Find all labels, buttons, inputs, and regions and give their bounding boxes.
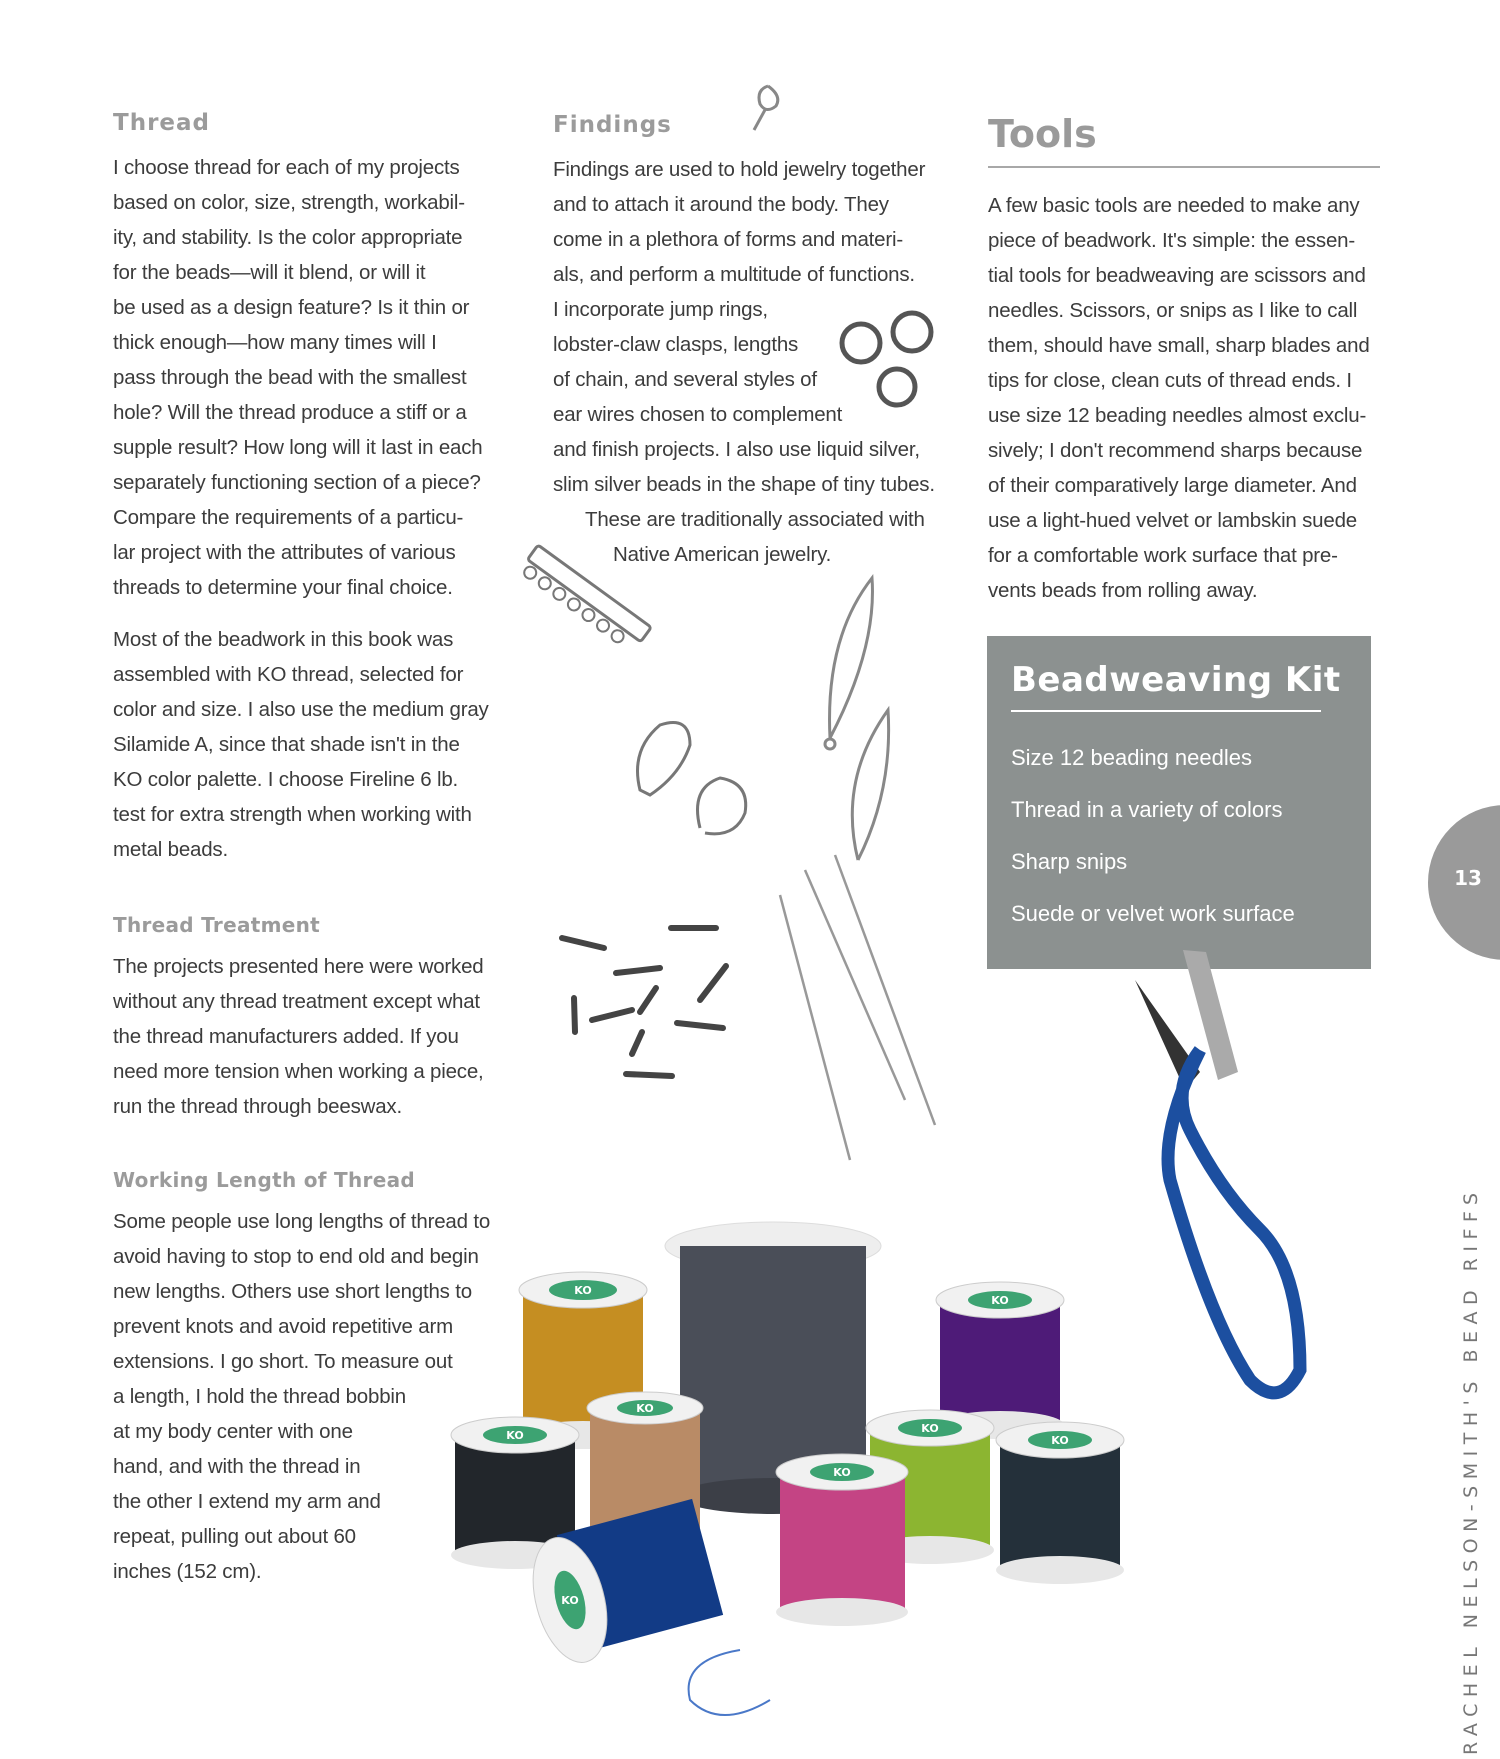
text-line: sively; I don't recommend sharps because: [988, 439, 1363, 462]
text-line: prevent knots and avoid repetitive arm: [113, 1315, 453, 1338]
snips-icon: [1135, 950, 1300, 1393]
text-line: them, should have small, sharp blades and: [988, 334, 1370, 357]
text-line: for the beads—will it blend, or will it: [113, 261, 426, 284]
text-line: hole? Will the thread produce a stiff or a: [113, 401, 467, 424]
spool-label: KO: [561, 1594, 579, 1607]
beading-needles-icon: [780, 855, 935, 1160]
spool-label: KO: [833, 1466, 851, 1479]
thread-heading: Thread: [113, 110, 210, 136]
lobster-clasp-icon: [754, 86, 778, 130]
text-line: ity, and stability. Is the color appropriate: [113, 226, 463, 249]
text-line: the other I extend my arm and: [113, 1490, 381, 1513]
text-line: extensions. I go short. To measure out: [113, 1350, 453, 1373]
kit-item: Size 12 beading needles: [1011, 745, 1252, 770]
text-line: pass through the bead with the smallest: [113, 366, 467, 389]
text-line: thick enough—how many times will I: [113, 331, 437, 354]
text-line: avoid having to stop to end old and begin: [113, 1245, 479, 1268]
spool-label: KO: [1051, 1434, 1069, 1447]
spool-label: KO: [574, 1284, 592, 1297]
kit-item: Suede or velvet work surface: [1011, 901, 1295, 926]
text-line: assembled with KO thread, selected for: [113, 663, 464, 686]
spool-label: KO: [921, 1422, 939, 1435]
working-length-heading: Working Length of Thread: [113, 1168, 415, 1192]
text-line: Most of the beadwork in this book was: [113, 628, 454, 651]
text-line: als, and perform a multitude of functions.: [553, 263, 915, 286]
text-line: tial tools for beadweaving are scissors and: [988, 264, 1366, 287]
thread-treatment-heading: Thread Treatment: [113, 913, 321, 937]
text-line: I incorporate jump rings,: [553, 298, 768, 321]
text-line: new lengths. Others use short lengths to: [113, 1280, 472, 1303]
text-line: needles. Scissors, or snips as I like to call: [988, 299, 1358, 322]
ear-wires-icon: [825, 578, 889, 860]
text-line: tips for close, clean cuts of thread ends. I: [988, 369, 1352, 392]
text-line: run the thread through beeswax.: [113, 1095, 402, 1118]
text-line: come in a plethora of forms and materi-: [553, 228, 903, 251]
text-line: The projects presented here were worked: [113, 955, 484, 978]
text-line: separately functioning section of a piece?: [113, 471, 481, 494]
text-line: I choose thread for each of my projects: [113, 156, 460, 179]
tools-heading: Tools: [988, 112, 1097, 156]
text-line: supple result? How long will it last in each: [113, 436, 483, 459]
text-line: at my body center with one: [113, 1420, 353, 1443]
slide-clasp-icon: [519, 545, 652, 654]
text-line: lar project with the attributes of various: [113, 541, 456, 564]
text-line: Native American jewelry.: [613, 543, 832, 566]
text-line: without any thread treatment except what: [113, 990, 480, 1013]
findings-heading: Findings: [553, 112, 672, 138]
text-line: of chain, and several styles of: [553, 368, 817, 391]
text-line: and to attach it around the body. They: [553, 193, 889, 216]
page-number: 13: [1454, 866, 1482, 890]
text-line: A few basic tools are needed to make any: [988, 194, 1360, 217]
text-line: hand, and with the thread in: [113, 1455, 361, 1478]
text-line: KO color palette. I choose Fireline 6 lb.: [113, 768, 459, 791]
text-line: of their comparatively large diameter. And: [988, 474, 1357, 497]
thread-spools-image: [451, 1222, 1124, 1715]
text-line: Compare the requirements of a particu-: [113, 506, 464, 529]
spool-label: KO: [636, 1402, 654, 1415]
text-line: vents beads from rolling away.: [988, 579, 1258, 602]
text-line: based on color, size, strength, workabil-: [113, 191, 465, 214]
text-line: lobster-claw clasps, lengths: [553, 333, 799, 356]
kit-item: Sharp snips: [1011, 849, 1128, 874]
running-title: RACHEL NELSON-SMITH'S BEAD RIFFS: [1460, 1186, 1482, 1755]
text-line: test for extra strength when working with: [113, 803, 472, 826]
tube-beads-icon: [562, 928, 726, 1076]
text-line: for a comfortable work surface that pre-: [988, 544, 1338, 567]
spool-label: KO: [991, 1294, 1009, 1307]
text-line: be used as a design feature? Is it thin or: [113, 296, 470, 319]
text-line: Silamide A, since that shade isn't in the: [113, 733, 460, 756]
text-line: repeat, pulling out about 60: [113, 1525, 356, 1548]
spool-pink: [776, 1454, 908, 1626]
text-line: metal beads.: [113, 838, 228, 861]
leverback-earrings-icon: [638, 723, 746, 834]
text-line: and finish projects. I also use liquid silver,: [553, 438, 920, 461]
text-line: threads to determine your final choice.: [113, 576, 453, 599]
text-line: a length, I hold the thread bobbin: [113, 1385, 406, 1408]
text-line: ear wires chosen to complement: [553, 403, 843, 426]
text-line: piece of beadwork. It's simple: the essen-: [988, 229, 1355, 252]
text-line: Findings are used to hold jewelry together: [553, 158, 926, 181]
text-line: use size 12 beading needles almost exclu-: [988, 404, 1367, 427]
jump-rings-icon: [842, 313, 931, 405]
text-line: use a light-hued velvet or lambskin suede: [988, 509, 1357, 532]
text-line: Some people use long lengths of thread to: [113, 1210, 491, 1233]
text-line: These are traditionally associated with: [585, 508, 925, 531]
kit-item: Thread in a variety of colors: [1011, 797, 1283, 822]
text-line: the thread manufacturers added. If you: [113, 1025, 459, 1048]
text-line: slim silver beads in the shape of tiny tubes.: [553, 473, 935, 496]
text-line: inches (152 cm).: [113, 1560, 262, 1583]
beadweaving-kit-title: Beadweaving Kit: [1011, 660, 1341, 700]
text-line: color and size. I also use the medium gray: [113, 698, 489, 721]
spool-label: KO: [506, 1429, 524, 1442]
text-line: need more tension when working a piece,: [113, 1060, 484, 1083]
